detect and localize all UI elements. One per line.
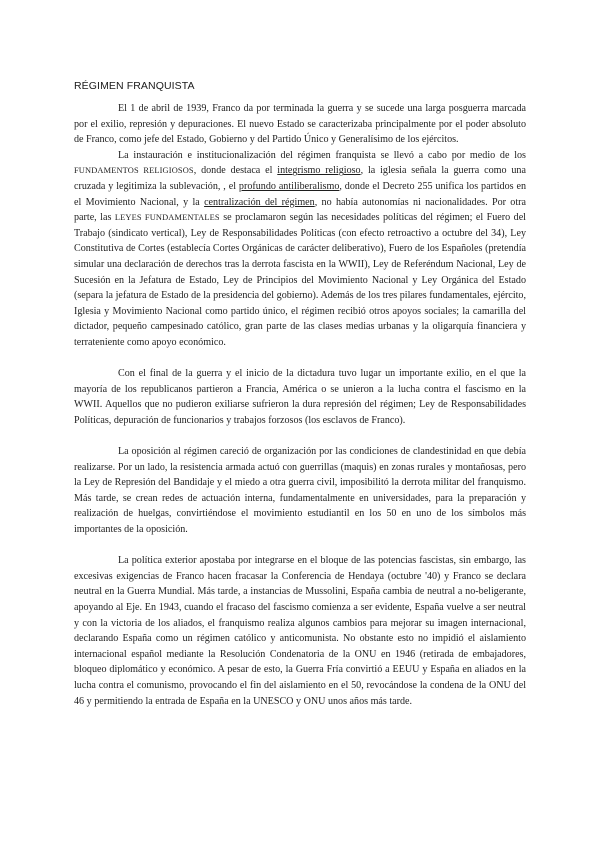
keyword-leyes-fundamentales: LEYES FUNDAMENTALES (114, 213, 220, 223)
document-title: RÉGIMEN FRANQUISTA (74, 80, 195, 92)
underlined-profundo-antiliberalismo: profundo antiliberalismo (238, 180, 340, 192)
p2-text-11: se proclamaron según las necesidades políticas del régimen; el Fuero del Trabajo (sindicato vertical), Ley de Responsabilidades Políticas (con efecto retroactivo a octubre del 34), Ley Constitutiva de Cortes (establecía Cortes Orgánicas de carácter deliberativo), Fuero de los Españoles (pretendía simular una declaración de derechos tras la derrota fascista en la WWII), Ley de Referéndum Nacional, Ley de Sucesión en la Jefatura de Estado, Ley de Principios del Movimiento Nacional y Ley Orgánica del Estado (separa la jefatura de Estado de la presidencia del gobierno). Además de los tres pilares fundamentales, ejército, Iglesia y Movimiento Nacional como partido único, el régimen recibió otros apoyos sociales; la camarilla del dictador, pequeño campesinado católico, gran parte de las clases medias urbanas y la oligarquía financiera y terrateniente como apoyo económico. (74, 212, 526, 348)
paragraph-4: La oposición al régimen careció de organización por las condiciones de clandestinidad en que debía realizarse. Por un lado, la resistencia armada actuó con guerrillas (maquis) en zonas rurales y montañosas, pero la Ley de Represión del Bandidaje y el miedo a otra guerra civil, imposibilitó la derrota militar del franquismo. Más tarde, se crean redes de actuación interna, fundamentalmente en universidades, para la preparación y realización de huelgas, convirtiéndose el movimiento estudiantil en los 50 en uno de los símbolos más importantes de la oposición. (74, 446, 526, 536)
paragraph-3: Con el final de la guerra y el inicio de la dictadura tuvo lugar un importante exilio, en el que la mayoría de los republicanos partieron a Francia, América o se unieron a la lucha contra el fascismo en la WWII. Aquellos que no pudieron exiliarse sufrieron la dura represión del régimen; Ley de Responsabilidades Políticas, depuración de funcionarios y trabajos forzosos (los esclavos de Franco). (74, 368, 526, 426)
document-body (74, 101, 526, 709)
p2-text-5: , la iglesia señala la guerra como una cruzada y legitimiza la sublevación, , el (74, 165, 526, 192)
underlined-centralizacion-del-regimen: centralización del régimen (204, 196, 315, 208)
underlined-integrismo-religioso: integrismo religioso (277, 165, 361, 177)
paragraph-2 (74, 148, 526, 351)
p2-text-1: La instauración e institucionalización del régimen franquista se llevó a cabo por medio de los (118, 149, 526, 161)
p2-text-7: , donde el Decreto 255 unifica los partidos en el Movimiento Nacional, y la (74, 180, 526, 208)
p2-text-3: , donde destaca el (193, 165, 278, 177)
p2-text-9: , no había autonomías ni nacionalidades. Por otra parte, las (74, 196, 526, 224)
paragraph-1: El 1 de abril de 1939, Franco da por terminada la guerra y se sucede una larga posguerra marcada por el exilio, represión y depuraciones. El nuevo Estado se caracterizaba principalmente por el poder absoluto de Franco, como jefe del Estado, Gobierno y del Partido Único y Generalísimo de los ejércitos. (74, 103, 526, 146)
paragraph-5: La política exterior apostaba por integrarse en el bloque de las potencias fascistas, sin embargo, las excesivas exigencias de Franco hacen fracasar la Conferencia de Hendaya (octubre '40) y Franco se declara neutral en la Guerra Mundial. Más tarde, a instancias de Mussolini, España cambia de neutral a no-beligerante, apoyando al Eje. En 1943, cuando el fracaso del fascismo comienza a ser evidente, España vuelve a ser neutral y con la victoria de los aliados, el franquismo realiza algunos cambios para mejorar su imagen internacional, declarando España como un régimen católico y anticomunista. No obstante esto no impidió el aislamiento internacional español mediante la Resolución Condenatoria de la ONU en 1946 (retirada de embajadores, bloqueo diplomático y económico. A pesar de esto, la Guerra Fría convirtió a EEUU y España en aliados en la lucha contra el comunismo, provocando el fin del aislamiento en el 50, revocándose la condena de la ONU del 46 y permitiendo la entrada de España en la UNESCO y ONU unos años más tarde. (74, 555, 526, 707)
keyword-fundamentos-religiosos: FUNDAMENTOS RELIGIOSOS (74, 166, 194, 176)
